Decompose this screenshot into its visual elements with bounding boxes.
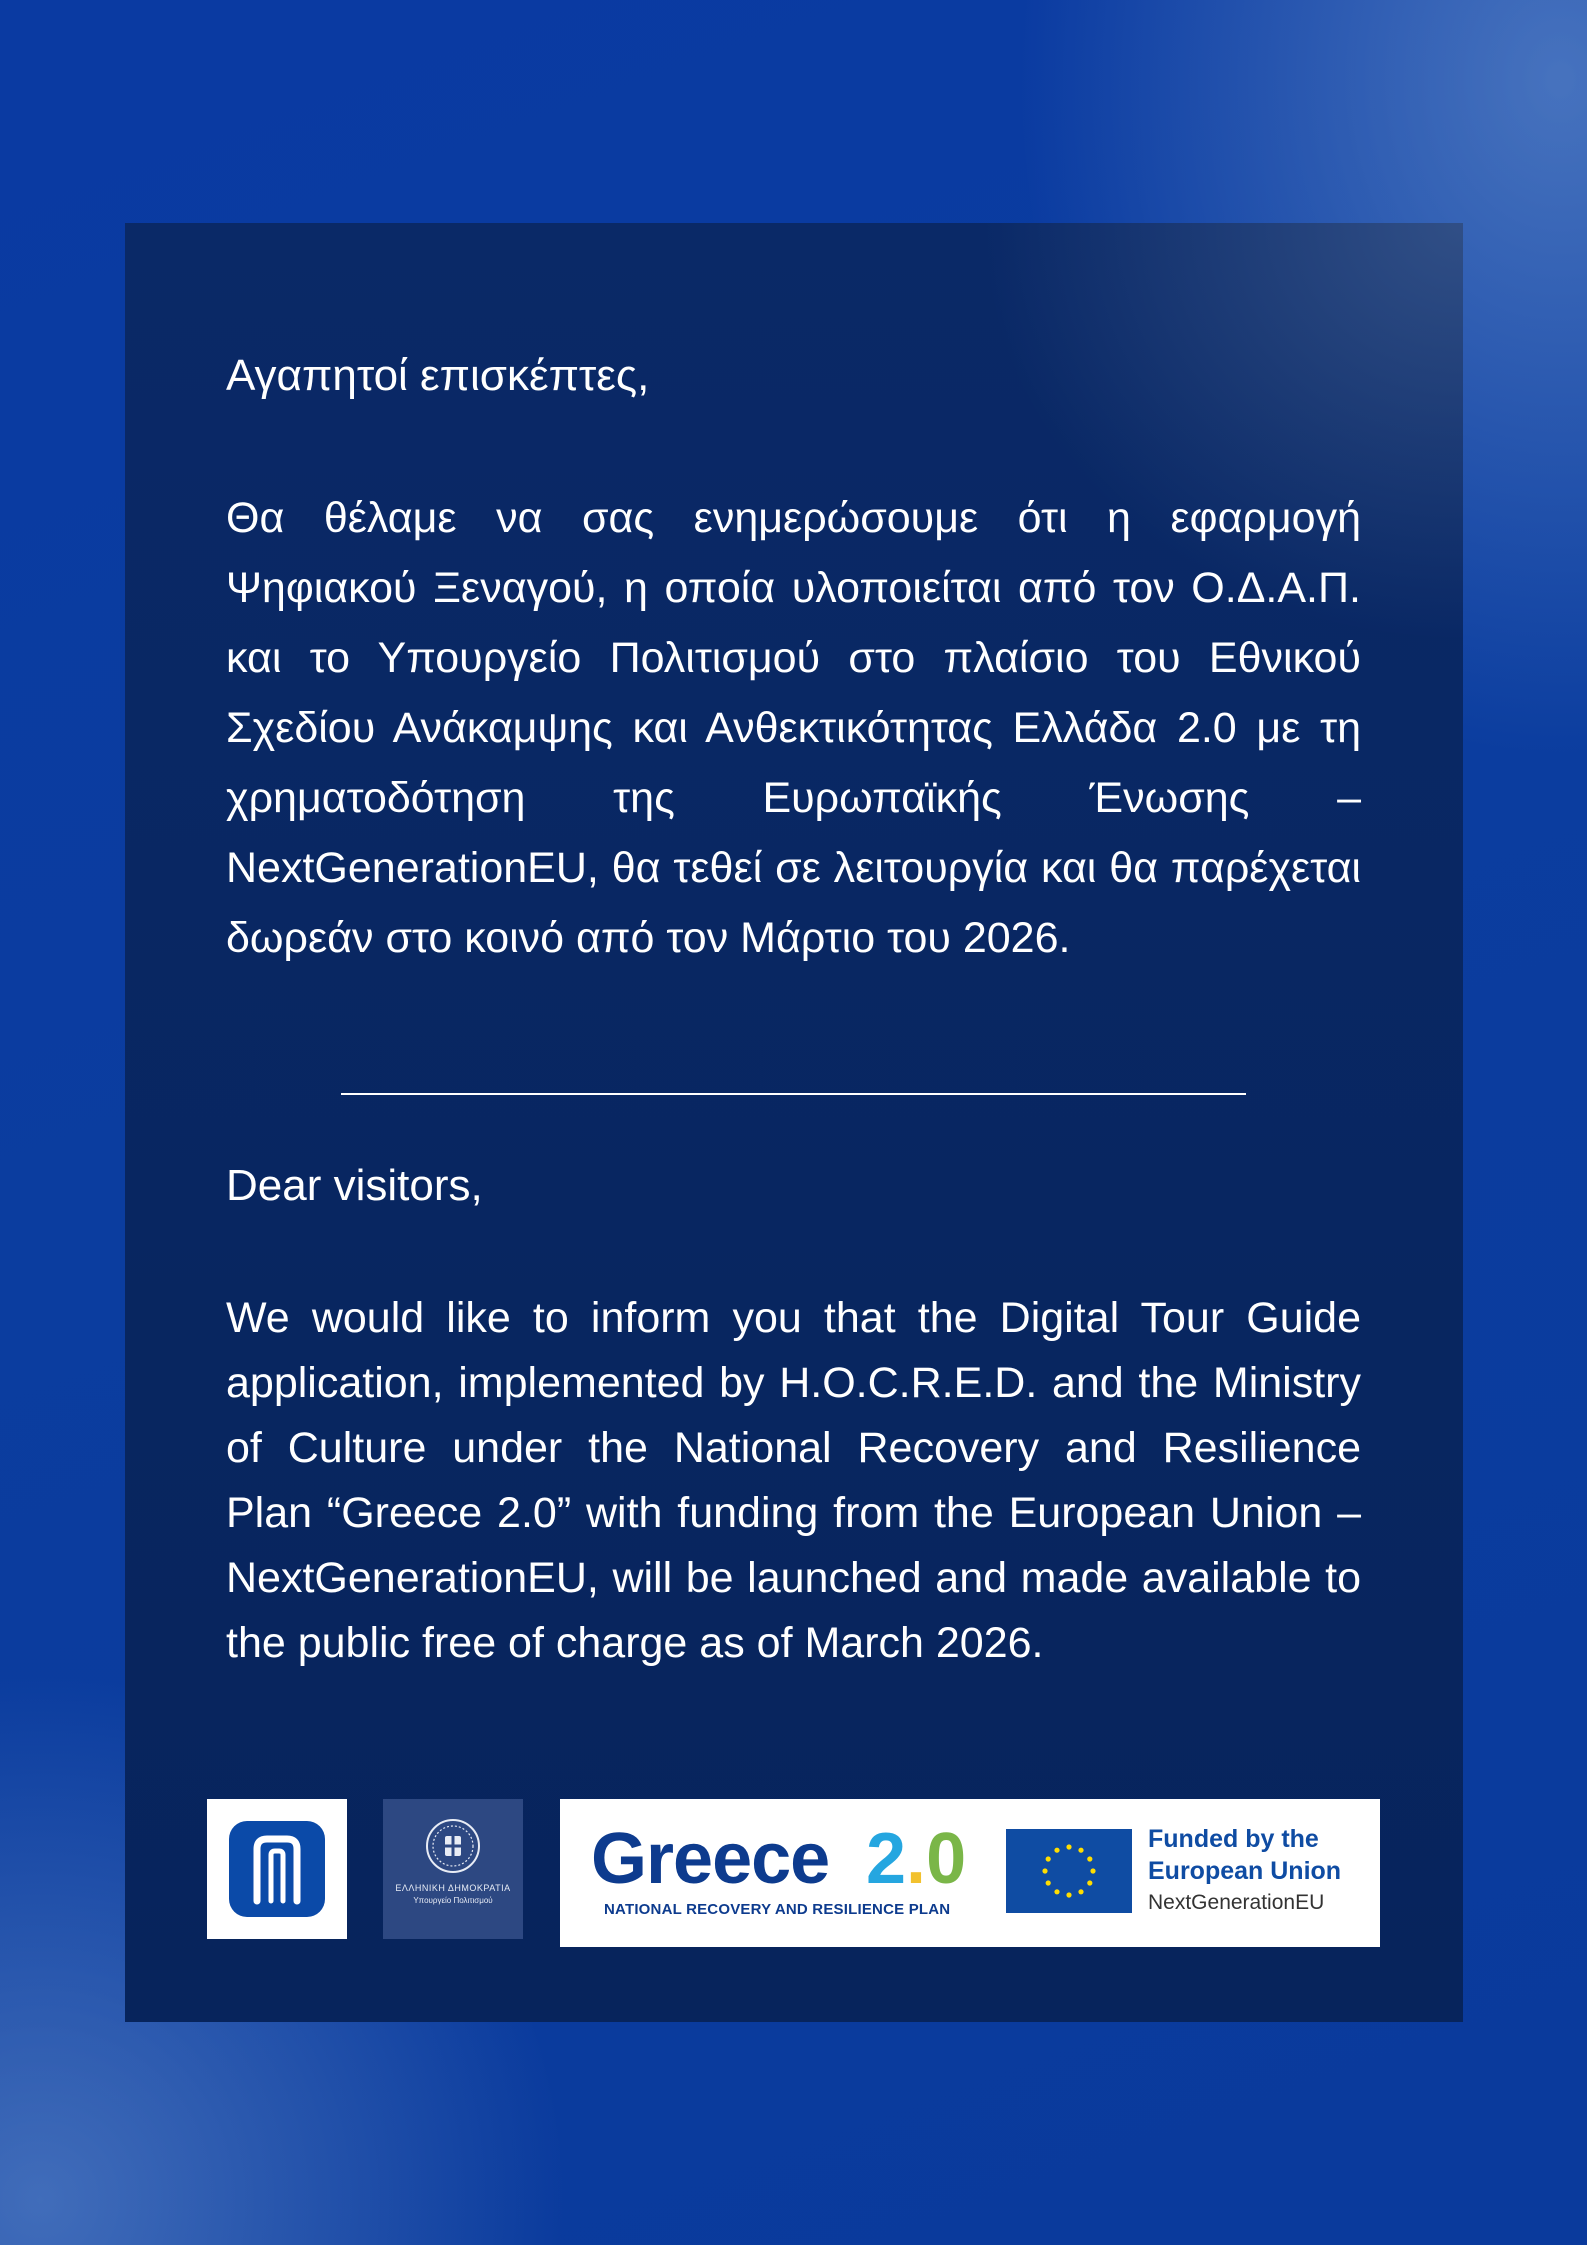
coat-of-arms-icon bbox=[428, 1821, 478, 1871]
greek-body-wrapper bbox=[226, 483, 1361, 973]
eu-funded-line-1: Funded by the bbox=[1148, 1825, 1319, 1853]
ministry-line-2: Υπουργείο Πολιτισμού bbox=[413, 1896, 493, 1905]
greek-seal-icon bbox=[426, 1819, 480, 1873]
section-divider bbox=[341, 1093, 1246, 1095]
greece-wordmark: Greece bbox=[591, 1819, 830, 1899]
greece-2-eu-logo bbox=[560, 1799, 1380, 1947]
english-body: We would like to inform you that the Digital Tour Guide application, implemented by H.O.C.R.E.D. and the Ministry of Culture under the National Recovery and Resilience Plan “Greece 2.0” with funding from the European Union – NextGenerationEU, will be launched and made available to the public free of charge as of March 2026. bbox=[226, 1294, 1361, 1667]
greek-greeting: Αγαπητοί επισκέπτες, bbox=[226, 351, 650, 400]
english-section bbox=[226, 1158, 1361, 1214]
greece-subtitle: NATIONAL RECOVERY AND RESILIENCE PLAN bbox=[604, 1901, 951, 1918]
odap-glyph-icon bbox=[229, 1821, 325, 1917]
english-body-wrapper bbox=[226, 1286, 1361, 1676]
ministry-line-1: ΕΛΛΗΝΙΚΗ ΔΗΜΟΚΡΑΤΙΑ bbox=[395, 1883, 511, 1893]
greece-2-digit: 2 bbox=[866, 1819, 907, 1899]
english-greeting: Dear visitors, bbox=[226, 1161, 483, 1210]
greek-body: Θα θέλαμε να σας ενημερώσουμε ότι η εφαρμογή Ψηφιακού Ξεναγού, η οποία υλοποιείται από τον Ο.Δ.Α.Π. και το Υπουργείο Πολιτισμού στο πλαίσιο του Εθνικού Σχεδίου Ανάκαμψης και Ανθεκτικότητας Ελλάδα 2.0 με τη χρηματοδότηση της Ευρωπαϊκής Ένωσης – NextGenerationEU, θα τεθεί σε λειτουργία και θα παρέχεται δωρεάν στο κοινό από τον Μάρτιο του 2026. bbox=[226, 494, 1361, 962]
eu-funded-line-2: European Union bbox=[1148, 1857, 1342, 1885]
greece-dot: . bbox=[906, 1819, 927, 1899]
odap-logo bbox=[207, 1799, 347, 1939]
eu-flag-icon bbox=[1006, 1829, 1132, 1913]
odap-mark-icon bbox=[229, 1821, 325, 1917]
ministry-logo bbox=[383, 1799, 523, 1939]
eu-stars-icon bbox=[1006, 1829, 1132, 1913]
announcement-panel bbox=[125, 223, 1463, 2022]
eu-funded-line-3: NextGenerationEU bbox=[1148, 1891, 1325, 1914]
greek-section bbox=[226, 348, 1361, 404]
greece-2-0-mark bbox=[866, 1819, 966, 1899]
greece-0-digit: 0 bbox=[926, 1819, 967, 1899]
